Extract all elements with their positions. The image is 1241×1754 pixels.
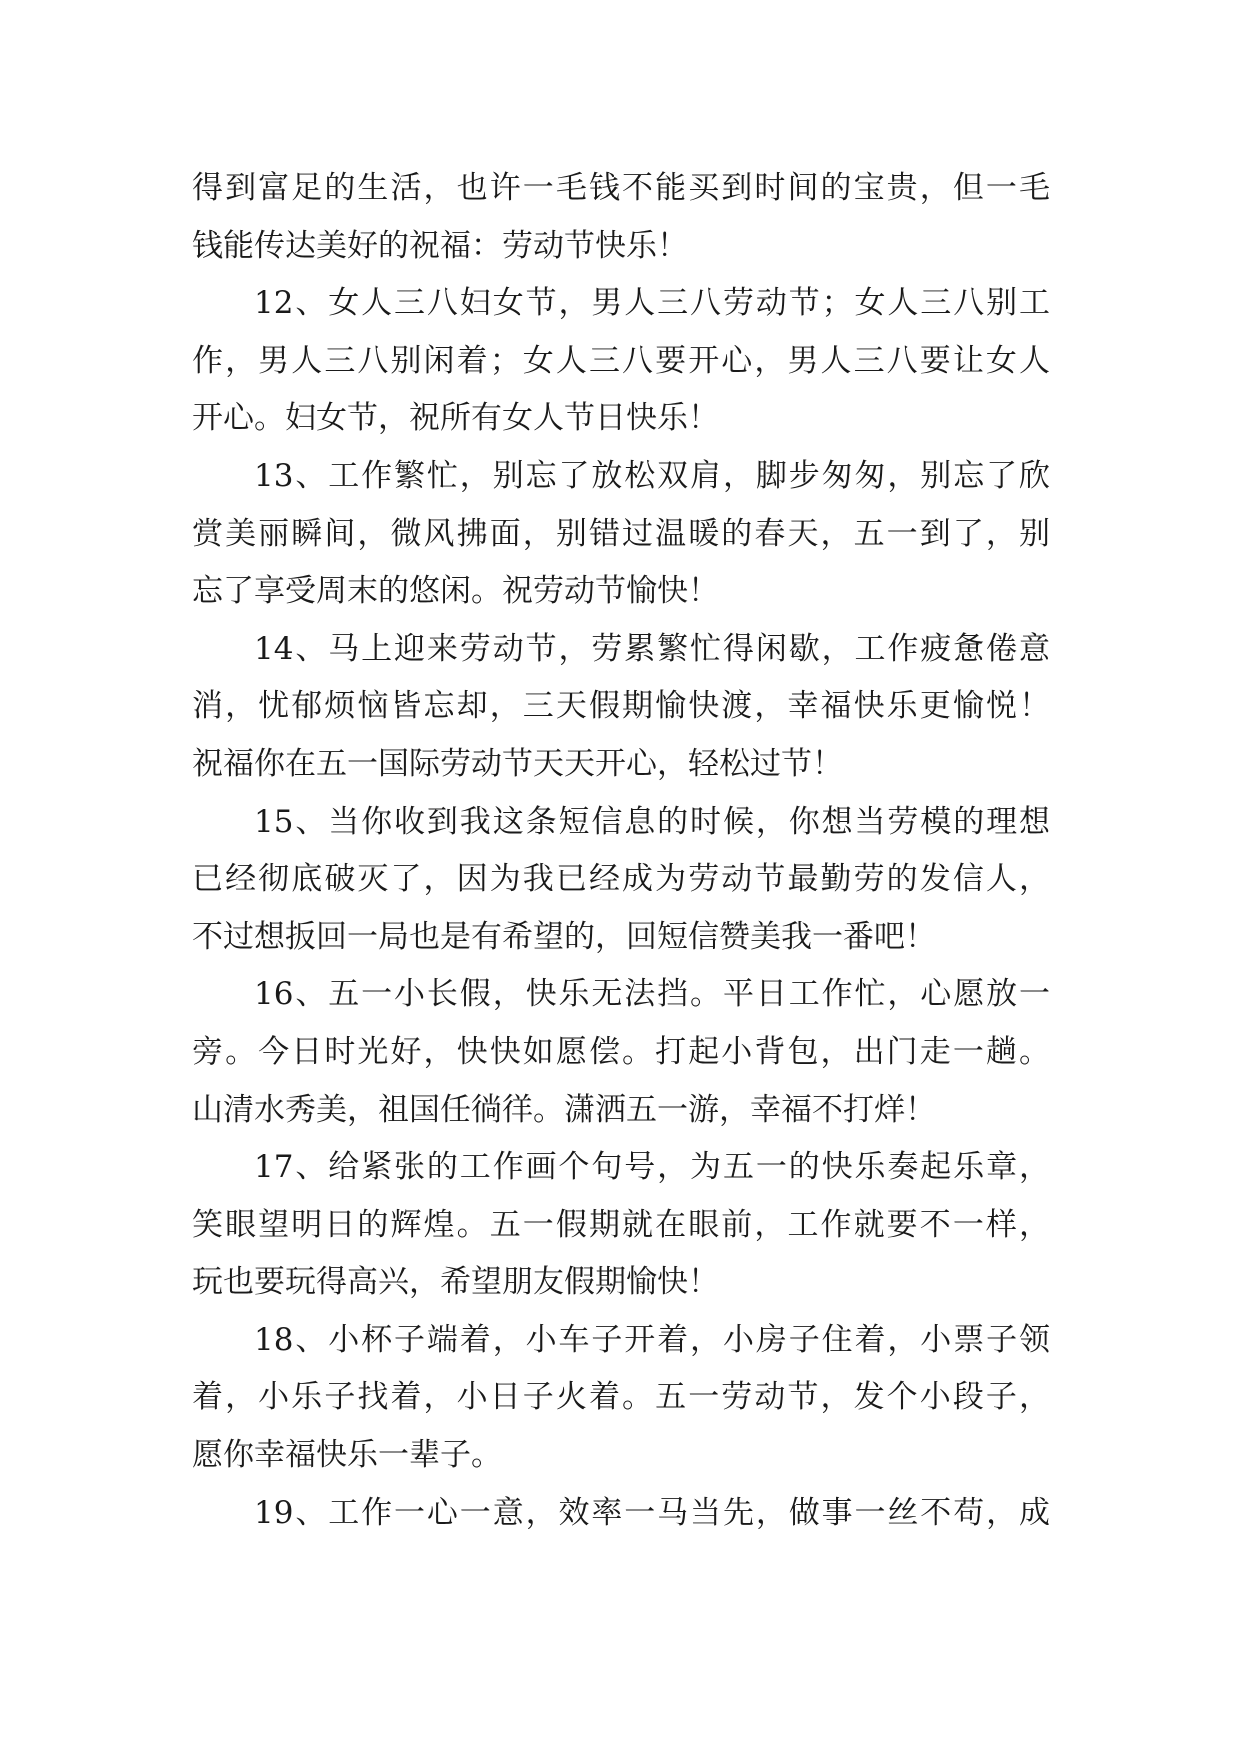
- text-line: 忘了享受周末的悠闲。祝劳动节愉快！: [192, 573, 719, 610]
- paragraph-19-start: 19、工作一心一意，效率一马当先，做事一丝不苟，成: [254, 1494, 1050, 1531]
- text-line: 玩也要玩得高兴，希望朋友假期愉快！: [192, 1264, 719, 1301]
- paragraph-13-start: 13、工作繁忙，别忘了放松双肩，脚步匆匆，别忘了欣: [254, 457, 1050, 494]
- paragraph-18-start: 18、小杯子端着，小车子开着，小房子住着，小票子领: [254, 1321, 1050, 1358]
- text-line: 钱能传达美好的祝福：劳动节快乐！: [192, 227, 688, 264]
- paragraph-12-start: 12、女人三八妇女节，男人三八劳动节；女人三八别工: [254, 285, 1050, 322]
- text-line: 不过想扳回一局也是有希望的，回短信赞美我一番吧！: [192, 918, 936, 955]
- text-line: 赏美丽瞬间，微风拂面，别错过温暖的春天，五一到了，别: [192, 515, 1050, 552]
- paragraph-16-start: 16、五一小长假，快乐无法挡。平日工作忙，心愿放一: [254, 976, 1050, 1013]
- text-line: 山清水秀美，祖国任徜徉。潇洒五一游，幸福不打烊！: [192, 1091, 936, 1128]
- paragraph-17-start: 17、给紧张的工作画个句号，为五一的快乐奏起乐章，: [254, 1149, 1050, 1186]
- text-line: 开心。妇女节，祝所有女人节日快乐！: [192, 400, 719, 437]
- document-body: [192, 160, 1050, 1542]
- text-line: 祝福你在五一国际劳动节天天开心，轻松过节！: [192, 745, 843, 782]
- text-line: 得到富足的生活，也许一毛钱不能买到时间的宝贵，但一毛: [192, 170, 1050, 206]
- text-line: 消，忧郁烦恼皆忘却，三天假期愉快渡，幸福快乐更愉悦！: [192, 688, 1050, 725]
- text-line: 作，男人三八别闲着；女人三八要开心，男人三八要让女人: [192, 342, 1050, 379]
- text-line: 旁。今日时光好，快快如愿偿。打起小背包，出门走一趟。: [192, 1033, 1050, 1070]
- text-line: 着，小乐子找着，小日子火着。五一劳动节，发个小段子，: [192, 1379, 1050, 1416]
- text-line: 笑眼望明日的辉煌。五一假期就在眼前，工作就要不一样，: [192, 1206, 1050, 1243]
- paragraph-15-start: 15、当你收到我这条短信息的时候，你想当劳模的理想: [254, 803, 1050, 840]
- text-line: 愿你幸福快乐一辈子。: [192, 1437, 502, 1474]
- text-line: 已经彻底破灭了，因为我已经成为劳动节最勤劳的发信人，: [192, 861, 1050, 898]
- paragraph-14-start: 14、马上迎来劳动节，劳累繁忙得闲歇，工作疲惫倦意: [254, 630, 1050, 667]
